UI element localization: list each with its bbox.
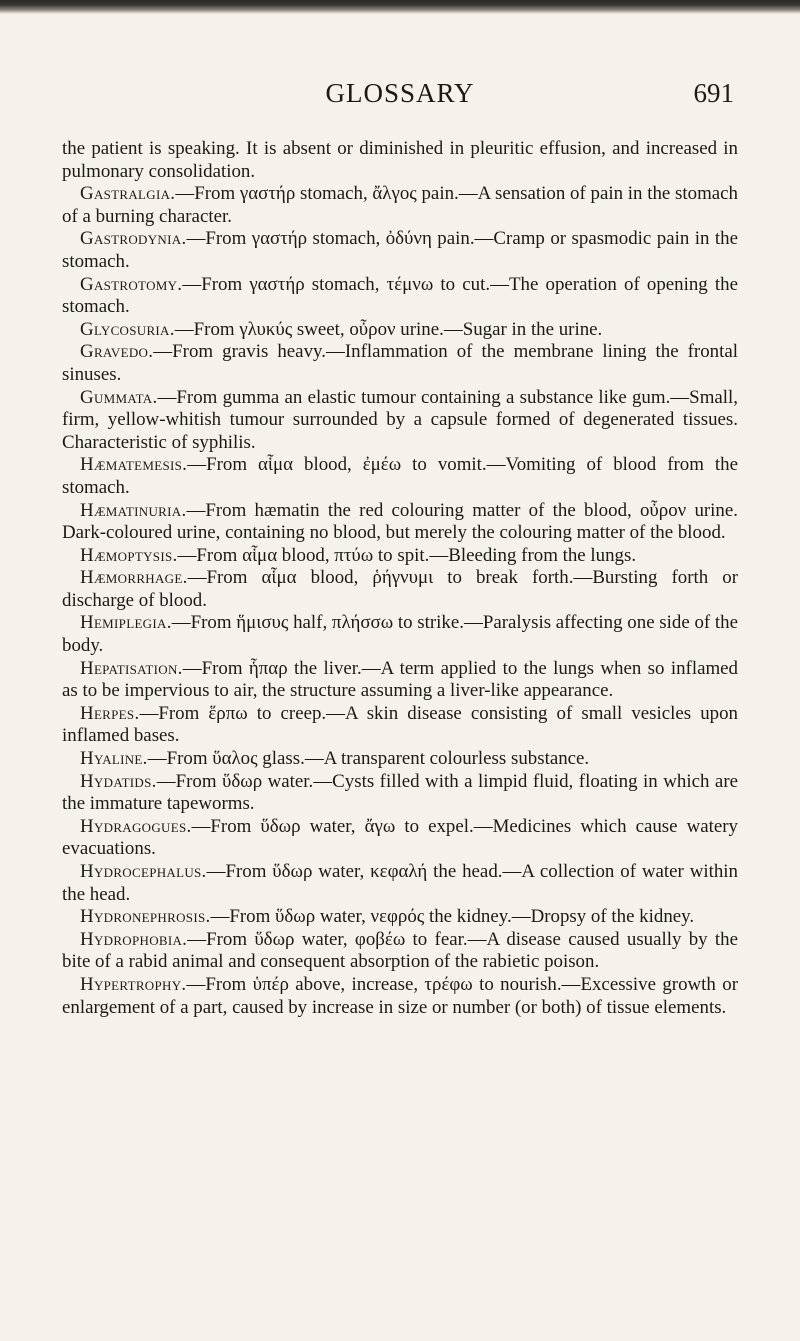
entry-text: —From γλυκύς sweet, οὖρον urine.—Sugar in the urine. — [174, 318, 603, 340]
glossary-entry — [62, 929, 738, 974]
glossary-entry — [62, 612, 738, 657]
glossary-entry — [62, 454, 738, 499]
entry-term: Hyaline. — [80, 748, 148, 770]
entry-term: Hypertrophy. — [80, 973, 187, 995]
entry-text: —From ὕαλος glass.—A transparent colourless substance. — [147, 748, 590, 770]
entry-term: Hemiplegia. — [80, 612, 172, 634]
glossary-entry — [62, 228, 738, 273]
entry-term: Hepatisation. — [80, 657, 183, 679]
entry-text: —From γαστήρ stomach, τέμνω to cut.—The operation of opening the stomach. — [62, 273, 738, 318]
glossary-entry-continuation — [62, 138, 738, 183]
page-top-edge — [0, 0, 800, 14]
glossary-entry — [62, 974, 738, 1019]
entry-term: Hydrophobia. — [80, 928, 188, 950]
page-header — [60, 78, 740, 118]
entry-term: Hydatids. — [80, 770, 157, 792]
entry-term: Glycosuria. — [80, 318, 175, 340]
glossary-entry — [62, 861, 738, 906]
entry-term: Herpes. — [80, 702, 140, 724]
entry-text: —From gumma an elastic tumour containing a substance like gum.—Small, firm, yellow-whitish tumour surrounded by a capsule formed of degenerated tissues. Characteristic of syphilis. — [62, 386, 738, 453]
glossary-entry — [62, 341, 738, 386]
entry-term: Gastrotomy. — [80, 273, 183, 295]
glossary-entry — [62, 319, 738, 342]
entry-text: —From ὕδωρ water, ἄγω to expel.—Medicines which cause watery evacuations. — [62, 815, 738, 860]
entry-text: —From ὑπέρ above, increase, τρέφω to nourish.—Excessive growth or enlargement of a part, caused by increase in size or number (or both) of tissue elements. — [62, 973, 738, 1018]
entry-text: —From αἷμα blood, πτύω to spit.—Bleeding from the lungs. — [177, 544, 637, 566]
entry-term: Gastrodynia. — [80, 228, 187, 250]
running-head: GLOSSARY — [325, 78, 475, 108]
entry-term: Hæmorrhage. — [80, 567, 188, 589]
glossary-entry — [62, 500, 738, 545]
entry-text: —From γαστήρ stomach, ἄλγος pain.—A sensation of pain in the stomach of a burning character. — [62, 183, 738, 227]
glossary-entry — [62, 183, 738, 228]
entry-text: —From gravis heavy.—Inflammation of the membrane lining the frontal sinuses. — [62, 341, 738, 385]
glossary-entry — [62, 658, 738, 703]
entry-text: —From αἷμα blood, ῥήγνυμι to break forth.—Bursting forth or discharge of blood. — [62, 567, 738, 611]
glossary-entry — [62, 771, 738, 816]
entry-text: —From ὕδωρ water.—Cysts filled with a limpid fluid, floating in which are the immature tapeworms. — [62, 770, 738, 815]
entry-term: Hydronephrosis. — [80, 906, 211, 928]
entry-text: —From ὕδωρ water, νεφρός the kidney.—Dropsy of the kidney. — [210, 906, 695, 928]
entry-term: Hæmatemesis. — [80, 454, 188, 476]
glossary-entry — [62, 274, 738, 319]
entry-term: Gravedo. — [80, 341, 154, 363]
entry-term: Hæmoptysis. — [80, 544, 178, 566]
entry-text: —From hæmatin the red colouring matter of the blood, οὖρον urine. Dark-coloured urine, containing no blood, but merely the colouring matter of the blood. — [62, 499, 738, 544]
glossary-entry — [62, 703, 738, 748]
glossary-entry — [62, 387, 738, 455]
entry-text: —From γαστήρ stomach, ὀδύνη pain.—Cramp or spasmodic pain in the stomach. — [62, 228, 738, 272]
entry-text: —From ὕδωρ water, κεφαλή the head.—A collection of water within the head. — [62, 861, 738, 905]
entry-text: —From ἕρπω to creep.—A skin disease consisting of small vesicles upon inflamed bases. — [62, 702, 738, 747]
glossary-entry — [62, 567, 738, 612]
glossary-entry — [62, 816, 738, 861]
entry-text: the patient is speaking. It is absent or diminished in pleuritic effusion, and increased in pulmonary consolidation. — [62, 138, 738, 182]
page-number: 691 — [693, 78, 734, 108]
entry-text: —From αἷμα blood, ἐμέω to vomit.—Vomiting of blood from the stomach. — [62, 454, 738, 498]
glossary-entries — [62, 138, 738, 1019]
entry-text: —From ἧπαρ the liver.—A term applied to the lungs when so inflamed as to be impervious to air, the structure assuming a liver-like appearance. — [62, 657, 738, 702]
entry-term: Gastralgia. — [80, 183, 176, 205]
entry-term: Hydrocephalus. — [80, 861, 207, 882]
entry-text: —From ὕδωρ water, φοβέω to fear.—A disease caused usually by the bite of a rabid animal and consequent absorption of the rabietic poison. — [62, 928, 738, 973]
entry-text: —From ἥμισυς half, πλήσσω to strike.—Paralysis affecting one side of the body. — [62, 612, 738, 657]
entry-term: Gummata. — [80, 386, 158, 408]
entry-term: Hydragogues. — [80, 815, 192, 837]
glossary-entry — [62, 545, 738, 568]
entry-term: Hæmatinuria. — [80, 499, 187, 521]
glossary-entry — [62, 906, 738, 929]
glossary-entry — [62, 748, 738, 771]
